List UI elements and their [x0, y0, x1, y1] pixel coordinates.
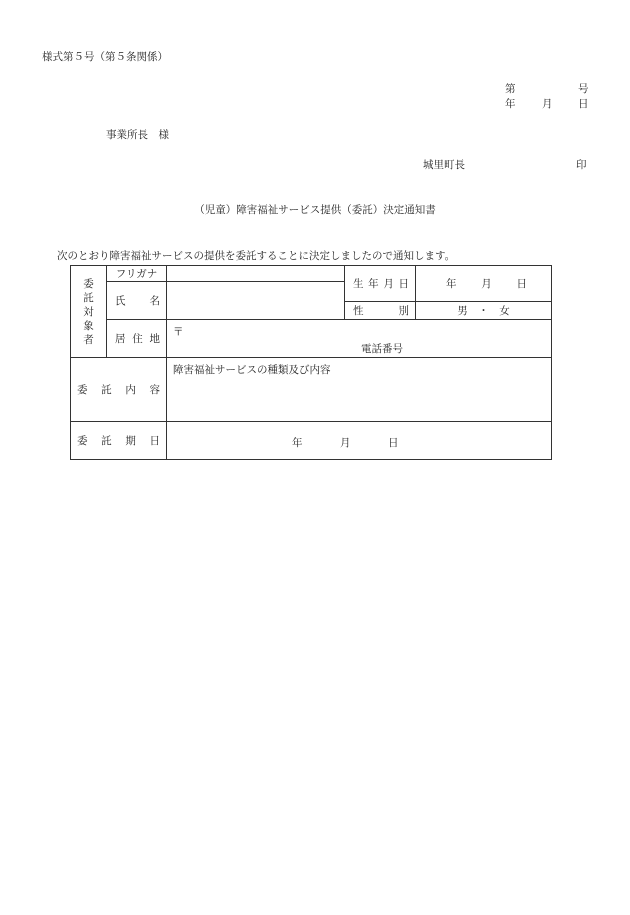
- doc-date-day: 日: [578, 98, 589, 110]
- issuer-name: 城里町長: [423, 159, 465, 171]
- doc-date-year: 年: [505, 98, 516, 110]
- period-label: 委 託 期 日: [71, 422, 167, 460]
- content-field[interactable]: [167, 358, 552, 422]
- intro-text: 次のとおり障害福祉サービスの提供を委託することに決定しましたので通知します。: [57, 250, 456, 262]
- content-label: 委 託 内 容: [71, 358, 167, 422]
- furigana-field[interactable]: [167, 266, 345, 282]
- issuer-seal: 印: [576, 159, 587, 171]
- form-number: 様式第５号（第５条関係）: [42, 51, 168, 63]
- dob-field[interactable]: 年 月 日: [416, 266, 552, 302]
- address-field[interactable]: [167, 320, 552, 358]
- doc-number-dai: 第: [505, 83, 516, 95]
- sex-label: 性 別: [345, 302, 416, 320]
- target-person-label: 委 託 対 象 者: [71, 266, 107, 358]
- name-label: 氏 名: [107, 282, 167, 320]
- sex-field[interactable]: 男 ・ 女: [416, 302, 552, 320]
- doc-number-go: 号: [578, 83, 589, 95]
- content-value: 障害福祉サービスの種類及び内容: [173, 364, 331, 376]
- notification-form-table: [70, 265, 552, 460]
- phone-label: 電話番号: [361, 343, 403, 355]
- postal-mark: 〒: [173, 326, 184, 338]
- address-label: 居 住 地: [107, 320, 167, 358]
- doc-date-month: 月: [542, 98, 553, 110]
- name-field[interactable]: [167, 282, 345, 320]
- dob-label: 生 年 月 日: [345, 266, 416, 302]
- document-title: （児童）障害福祉サービス提供（委託）決定通知書: [194, 204, 436, 216]
- addressee: 事業所長 様: [106, 129, 169, 141]
- furigana-label: フリガナ: [107, 266, 167, 282]
- period-field[interactable]: 年 月 日: [167, 422, 552, 460]
